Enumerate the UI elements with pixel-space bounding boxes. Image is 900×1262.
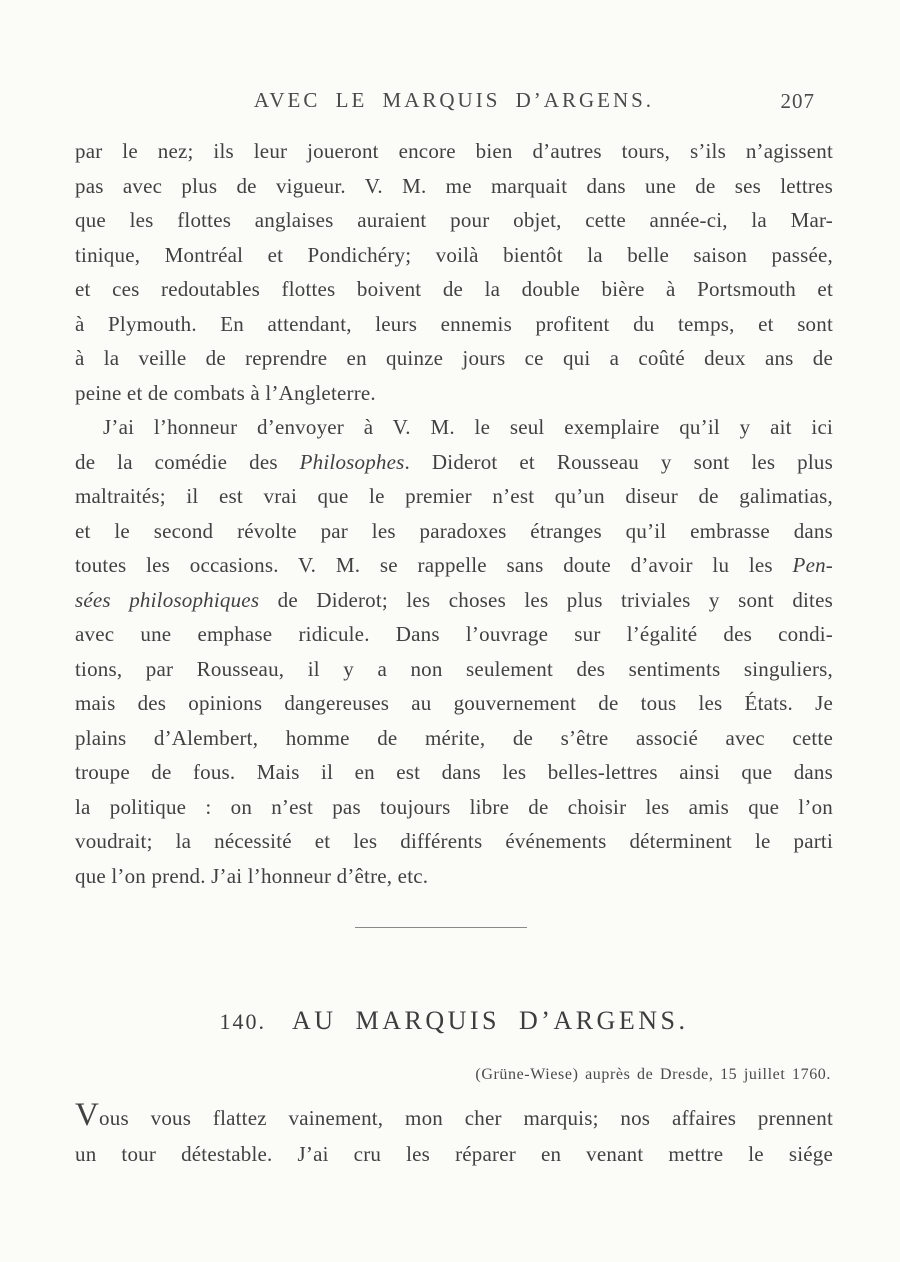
letter-140-heading — [75, 1006, 833, 1036]
text-line: Vous vous flattez vainement, mon cher marquis; nos affaires prennent — [75, 1097, 833, 1133]
text-line: sées philosophiques de Diderot; les choses les plus triviales y sont dites — [75, 587, 833, 612]
text-line: un tour détestable. J’ai cru les réparer en venant mettre le siége — [75, 1142, 833, 1166]
text-line: à Plymouth. En attendant, leurs ennemis profitent du temps, et sont — [75, 311, 833, 336]
letter-139-body — [75, 134, 833, 893]
letter-number: 140. — [219, 1009, 267, 1034]
text-line: maltraités; il est vrai que le premier n’est qu’un diseur de galimatias, — [75, 484, 833, 508]
text-line: J’ai l’honneur d’envoyer à V. M. le seul exemplaire qu’il y ait ici — [103, 415, 833, 439]
text-line: pas avec plus de vigueur. V. M. me marquait dans une de ses lettres — [75, 173, 833, 198]
text-line: que l’on prend. J’ai l’honneur d’être, etc. — [75, 863, 429, 888]
letter-140-body — [75, 1097, 833, 1172]
paragraph — [75, 134, 833, 410]
text-line: que les flottes anglaises auraient pour objet, cette année-ci, la Mar- — [75, 208, 833, 232]
text-line: voudrait; la nécessité et les différents événements déterminent le parti — [75, 829, 833, 853]
text-line: et le second révolte par les paradoxes étranges qu’il embrasse dans — [75, 518, 833, 543]
initial-capital: V — [75, 1097, 100, 1133]
letter-title: AU MARQUIS D’ARGENS. — [292, 1006, 689, 1035]
text-line: à la veille de reprendre en quinze jours ce qui a coûté deux ans de — [75, 346, 833, 370]
text-line: tions, par Rousseau, il y a non seulement des sentiments singuliers, — [75, 656, 833, 681]
paragraph — [75, 1097, 833, 1172]
section-divider — [355, 927, 527, 928]
text-line: de la comédie des Philosophes. Diderot et Rousseau y sont les plus — [75, 449, 833, 474]
text-line: mais des opinions dangereuses au gouvernement de tous les États. Je — [75, 691, 833, 715]
paragraph — [75, 410, 833, 893]
text-line: peine et de combats à l’Angleterre. — [75, 380, 376, 405]
letter-dateline: (Grüne-Wiese) auprès de Dresde, 15 juillet 1760. — [475, 1066, 831, 1083]
running-head: AVEC LE MARQUIS D’ARGENS. — [253, 88, 655, 112]
page-number: 207 — [780, 89, 815, 113]
text-line: troupe de fous. Mais il en est dans les belles-lettres ainsi que dans — [75, 760, 833, 784]
text-line: par le nez; ils leur joueront encore bien d’autres tours, s’ils n’agissent — [75, 139, 833, 163]
text-line: la politique : on n’est pas toujours libre de choisir les amis que l’on — [75, 794, 833, 819]
page-header — [75, 88, 833, 116]
text-line: tinique, Montréal et Pondichéry; voilà bientôt la belle saison passée, — [75, 242, 833, 267]
text-line: plains d’Alembert, homme de mérite, de s’être associé avec cette — [75, 725, 833, 750]
text-line: avec une emphase ridicule. Dans l’ouvrage sur l’égalité des condi- — [75, 622, 833, 646]
text-line: et ces redoutables flottes boivent de la double bière à Portsmouth et — [75, 277, 833, 301]
text-line: toutes les occasions. V. M. se rappelle sans doute d’avoir lu les Pen- — [75, 553, 833, 577]
